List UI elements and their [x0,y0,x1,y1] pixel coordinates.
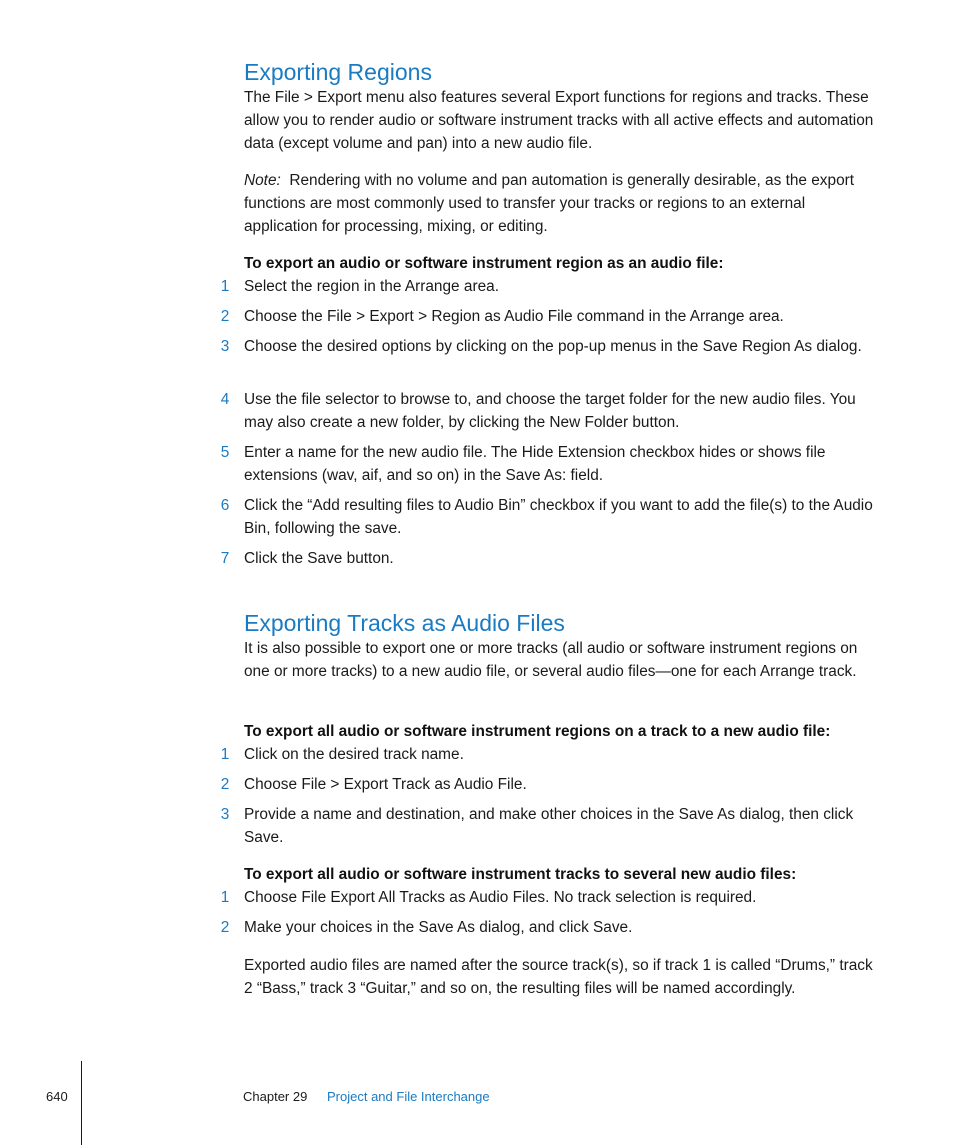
step-item [218,335,878,358]
step-number: 7 [220,550,230,567]
note-label: Note: [244,172,281,189]
step-text: Choose the File > Export > Region as Audio File command in the Arrange area. [244,308,784,325]
page-number: 640 [46,1089,68,1104]
section-intro-paragraph: It is also possible to export one or more tracks (all audio or software instrument regions on one or more tracks) to a new audio file, or several audio files—one for each Arrange track. [244,640,858,680]
step-number: 2 [220,919,230,936]
note-text: Rendering with no volume and pan automation is generally desirable, as the export functions are most commonly used to transfer your tracks or regions to an external application for processing, mixing, or editing. [244,172,855,235]
step-item [218,773,878,796]
step-number: 6 [220,497,230,514]
section-heading-exporting-regions: Exporting Regions [244,59,432,85]
step-item [218,275,878,298]
step-item [218,886,878,909]
step-item [218,388,878,434]
step-number: 2 [220,776,230,793]
step-item [218,743,878,766]
step-text: Enter a name for the new audio file. The Hide Extension checkbox hides or shows file extensions (wav, aif, and so on) in the Save As: field. [244,444,826,484]
step-item [218,305,878,328]
step-text: Choose File Export All Tracks as Audio Files. No track selection is required. [244,889,757,906]
section-heading-exporting-tracks: Exporting Tracks as Audio Files [244,610,565,636]
step-number: 5 [220,444,230,461]
task-heading: To export an audio or software instrument region as an audio file: [244,255,724,272]
footer-chapter-label: Chapter 29 [243,1089,308,1104]
step-text: Choose File > Export Track as Audio File. [244,776,527,793]
step-number: 1 [220,746,230,763]
note-paragraph [244,169,874,238]
footer-chapter-title: Project and File Interchange [327,1089,490,1104]
step-text: Provide a name and destination, and make other choices in the Save As dialog, then click Save. [244,806,854,846]
step-number: 3 [220,338,230,355]
task-heading: To export all audio or software instrument regions on a track to a new audio file: [244,723,831,740]
step-number: 3 [220,806,230,823]
step-number: 1 [220,278,230,295]
step-item [218,441,878,487]
task-heading: To export all audio or software instrument tracks to several new audio files: [244,866,797,883]
step-item [218,547,878,570]
step-text: Click the Save button. [244,550,394,567]
step-text: Select the region in the Arrange area. [244,278,499,295]
section-intro-paragraph: The File > Export menu also features several Export functions for regions and tracks. These allow you to render audio or software instrument tracks with all active effects and automation data (except volume and pan) into a new audio file. [244,89,874,152]
step-item [218,494,878,540]
step-text: Click the “Add resulting files to Audio Bin” checkbox if you want to add the file(s) to the Audio Bin, following the save. [244,497,873,537]
step-text: Click on the desired track name. [244,746,464,763]
closing-paragraph: Exported audio files are named after the source track(s), so if track 1 is called “Drums,” track 2 “Bass,” track 3 “Guitar,” and so on, the resulting files will be named accordingly. [244,957,873,997]
step-item [218,803,878,849]
step-number: 2 [220,308,230,325]
step-text: Choose the desired options by clicking on the pop-up menus in the Save Region As dialog. [244,338,862,355]
step-text: Use the file selector to browse to, and choose the target folder for the new audio files. You may also create a new folder, by clicking the New Folder button. [244,391,856,431]
step-number: 1 [220,889,230,906]
step-number: 4 [220,391,230,408]
step-text: Make your choices in the Save As dialog, and click Save. [244,919,633,936]
step-item [218,916,878,939]
footer-divider [81,1061,82,1145]
